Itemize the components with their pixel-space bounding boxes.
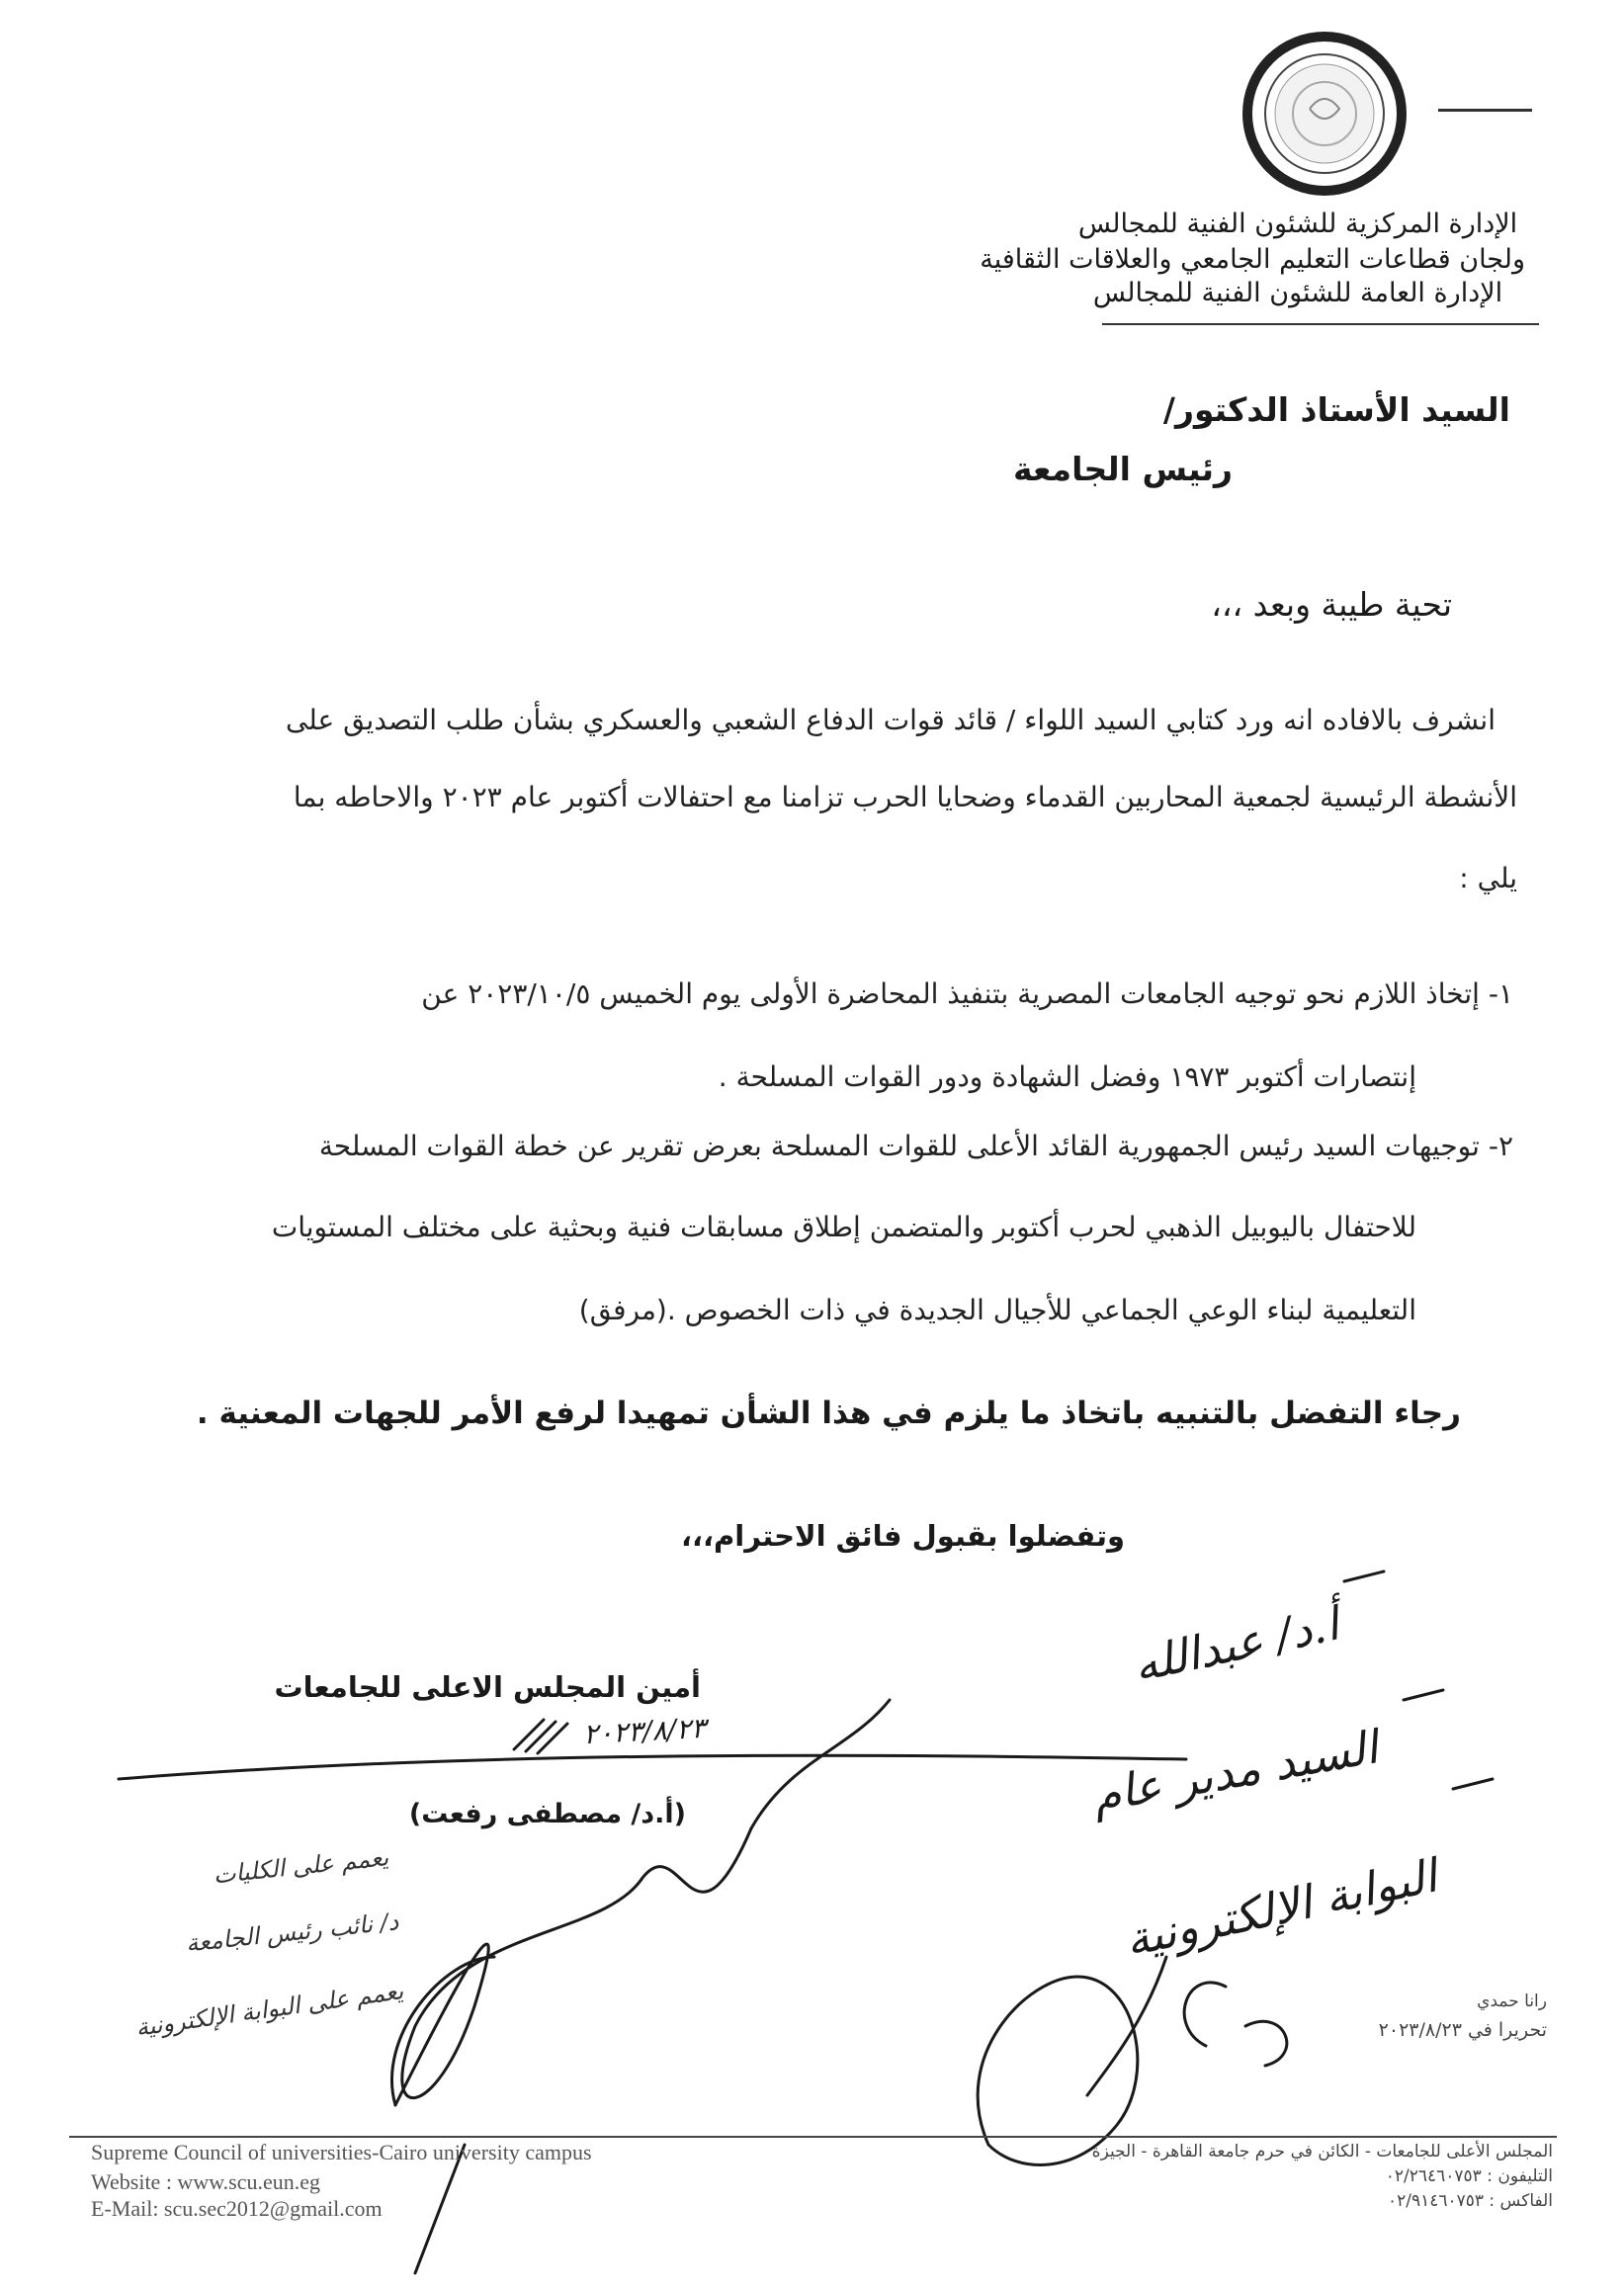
footer-address-en: Supreme Council of universities-Cairo university campus	[91, 2140, 592, 2164]
handwritten-note-right-2: السيد مدير عام	[1087, 1720, 1382, 1823]
closing-line: وتفضلوا بقبول فائق الاحترام،،،	[680, 1519, 1125, 1553]
footer-divider	[69, 2136, 1557, 2138]
intro-line-1: انشرف بالافاده انه ورد كتابي السيد اللواء / قائد قوات الدفاع الشعبي والعسكري بشأن طلب التصديق على	[285, 704, 1496, 736]
seal-logo	[1240, 30, 1409, 198]
big-loop	[391, 1700, 890, 2105]
typist-date: تحريرا في ٢٠٢٣/٨/٢٣	[1378, 2019, 1547, 2041]
header-line-3: الإدارة العامة للشئون الفنية للمجالس	[1092, 278, 1503, 308]
header-line-2: ولجان قطاعات التعليم الجامعي والعلاقات الثقافية	[980, 244, 1525, 275]
greeting: تحية طيبة وبعد ،،،	[1211, 585, 1452, 624]
intro-line-2: الأنشطة الرئيسية لجمعية المحاربين القدماء وضحايا الحرب تزامنا مع احتفالات أكتوبر عام ٢٠٢٣ والاحاطه بما	[293, 781, 1517, 813]
signatory-name: (أ.د/ مصطفى رفعت)	[408, 1799, 686, 1829]
typist-name: رانا حمدي	[1477, 1991, 1547, 2011]
item-2-line-2: للاحتفال باليوبيل الذهبي لحرب أكتوبر والمتضمن إطلاق مسابقات فنية وبحثية على مختلف المستويات	[271, 1211, 1416, 1243]
footer-email: E-Mail: scu.sec2012@gmail.com	[91, 2196, 383, 2221]
slash-marks	[514, 1720, 567, 1753]
footer-phone: التليفون : ٠٢/٢٦٤٦٠٧٥٣	[1385, 2166, 1553, 2186]
handwritten-note-right-3: البوابة الإلكترونية	[1120, 1848, 1442, 1968]
item-1-line-2: إنتصارات أكتوبر ١٩٧٣ وفضل الشهادة ودور القوات المسلحة .	[718, 1060, 1416, 1093]
footer-website: Website : www.scu.eun.eg	[91, 2169, 321, 2194]
footer-fax: الفاكس : ٠٢/٩١٤٦٠٧٥٣	[1387, 2191, 1553, 2211]
signature-line	[119, 1755, 1186, 1779]
item-1-line-1: ١- إتخاذ اللازم نحو توجيه الجامعات المصرية بتنفيذ المحاضرة الأولى يوم الخميس ٢٠٢٣/١٠/٥ عن	[421, 977, 1513, 1010]
signatory-title: أمين المجلس الاعلى للجامعات	[274, 1670, 701, 1704]
handwritten-note-left-3: يعمم على البوابة الإلكترونية	[133, 1977, 405, 2042]
handwritten-date: ٢٠٢٣/٨/٢٣	[582, 1711, 707, 1751]
handwritten-note-left-2: د/ نائب رئيس الجامعة	[184, 1907, 400, 1958]
top-right-mark	[1438, 109, 1532, 112]
intro-line-3: يلي :	[1459, 862, 1517, 894]
signature-scribble-left	[395, 1828, 751, 2105]
scribble-29	[978, 1957, 1287, 2164]
addressee-role: رئيس الجامعة	[1013, 450, 1233, 488]
request-line: رجاء التفضل بالتنبيه باتخاذ ما يلزم في هذا الشأن تمهيدا لرفع الأمر للجهات المعنية .	[196, 1396, 1461, 1431]
handwritten-note-right-1: أ.د/ عبدالله	[1128, 1596, 1343, 1693]
item-2-line-3: التعليمية لبناء الوعي الجماعي للأجيال الجديدة في ذات الخصوص .(مرفق)	[578, 1294, 1416, 1326]
header-line-1: الإدارة المركزية للشئون الفنية للمجالس	[1077, 209, 1518, 239]
header-divider	[1102, 323, 1539, 325]
item-2-line-1: ٢- توجيهات السيد رئيس الجمهورية القائد الأعلى للقوات المسلحة بعرض تقرير عن خطة القوات المسلحة	[318, 1130, 1513, 1162]
addressee-title: السيد الأستاذ الدكتور/	[1162, 390, 1510, 429]
footer-address-ar: المجلس الأعلى للجامعات - الكائن في حرم جامعة القاهرة - الجيزة	[1091, 2142, 1553, 2161]
handwritten-note-left-1: يعمم على الكليات	[212, 1843, 390, 1890]
